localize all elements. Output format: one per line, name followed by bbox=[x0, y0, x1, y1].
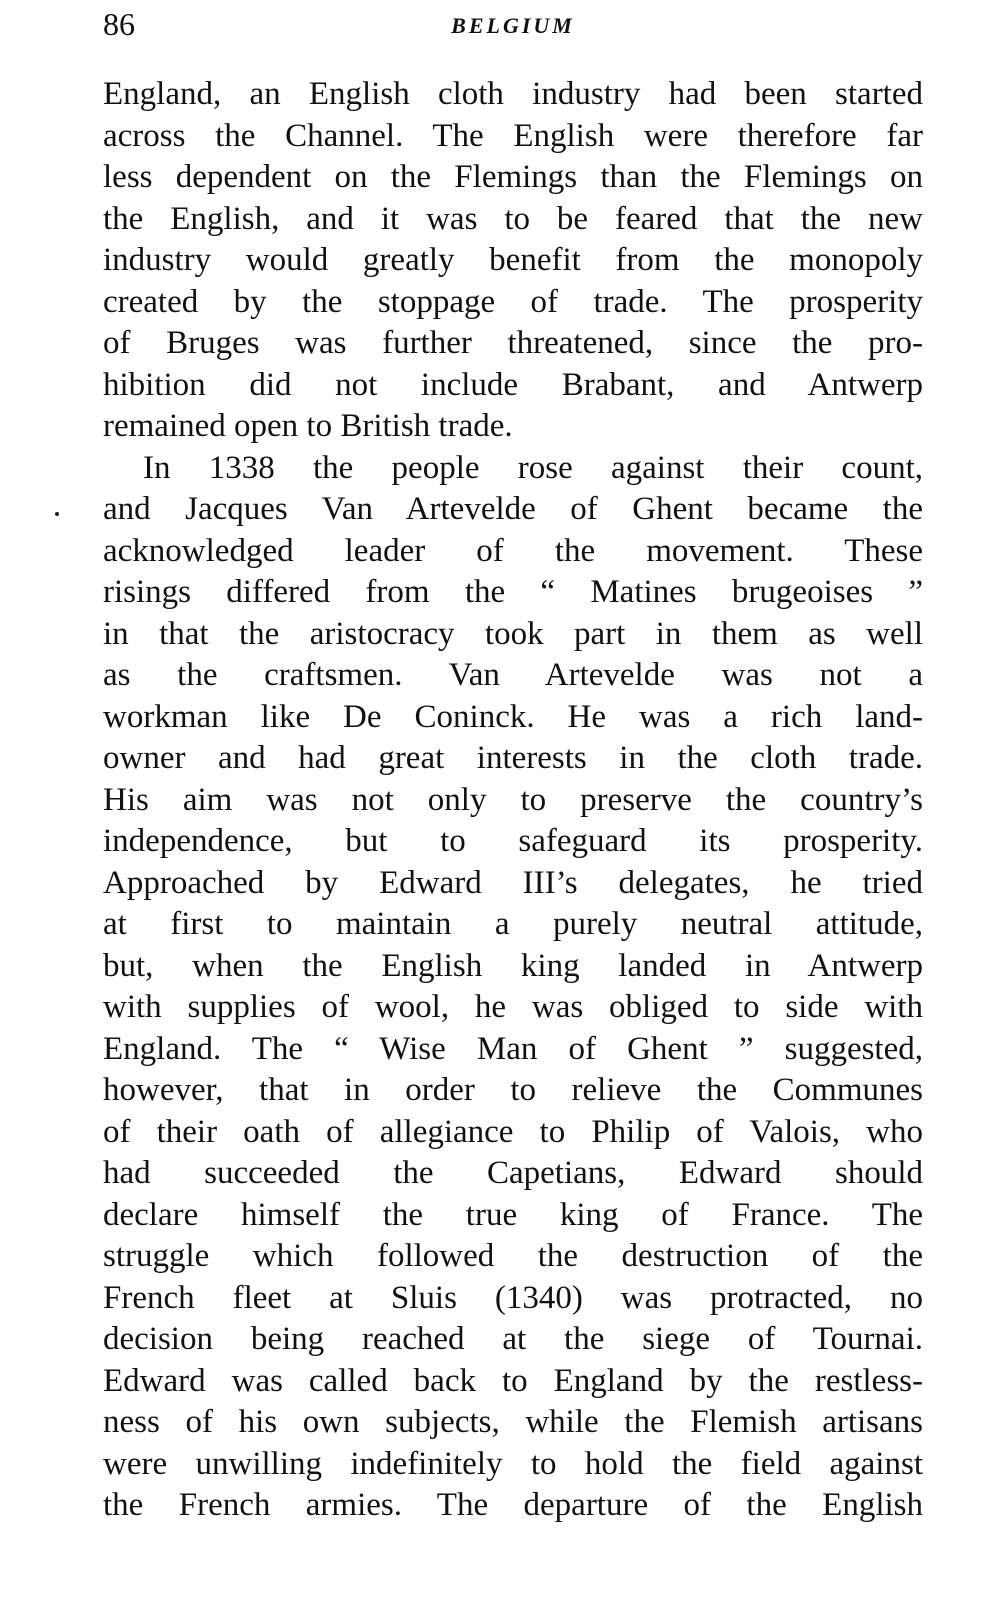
text-line: in that the aristocracy took part in them as well bbox=[103, 615, 923, 652]
text-line: decision being reached at the siege of Tournai. bbox=[103, 1321, 923, 1357]
text-line: independence, but to safeguard its prosperity. bbox=[103, 823, 923, 859]
text-line: remained open to British trade. bbox=[103, 408, 513, 444]
text-line: however, that in order to relieve the Communes bbox=[103, 1072, 923, 1108]
text-line: England. The “ Wise Man of Ghent ” suggested, bbox=[103, 1030, 923, 1067]
text-line: Edward was called back to England by the restless- bbox=[103, 1362, 923, 1399]
text-line: across the Channel. The English were therefore far bbox=[103, 117, 923, 154]
text-line: and Jacques Van Artevelde of Ghent became the bbox=[103, 491, 923, 527]
text-line: less dependent on the Flemings than the Flemings on bbox=[103, 159, 923, 195]
text-line: His aim was not only to preserve the country’s bbox=[103, 781, 923, 818]
text-line: French fleet at Sluis (1340) was protracted, no bbox=[103, 1279, 923, 1316]
text-line: of their oath of allegiance to Philip of Valois, who bbox=[103, 1113, 923, 1150]
text-line: hibition did not include Brabant, and Antwerp bbox=[103, 366, 923, 403]
text-line: risings differed from the “ Matines brugeoises ” bbox=[103, 574, 923, 610]
text-line: of Bruges was further threatened, since the pro- bbox=[103, 325, 923, 361]
text-line: with supplies of wool, he was obliged to side with bbox=[103, 989, 923, 1025]
text-line: ness of his own subjects, while the Flemish artisans bbox=[103, 1404, 923, 1440]
text-line: owner and had great interests in the cloth trade. bbox=[103, 740, 923, 776]
page-header bbox=[103, 4, 923, 44]
text-line: Approached by Edward III’s delegates, he tried bbox=[103, 864, 923, 901]
text-line: the English, and it was to be feared that the new bbox=[103, 200, 923, 237]
running-head: BELGIUM bbox=[451, 13, 575, 38]
text-line: created by the stoppage of trade. The prosperity bbox=[103, 283, 923, 320]
text-line: acknowledged leader of the movement. These bbox=[103, 532, 923, 569]
text-line: had succeeded the Capetians, Edward should bbox=[103, 1155, 923, 1191]
text-line: industry would greatly benefit from the monopoly bbox=[103, 242, 923, 278]
paragraph-2 bbox=[103, 448, 923, 1527]
text-line: were unwilling indefinitely to hold the field against bbox=[103, 1445, 923, 1482]
text-line: workman like De Coninck. He was a rich land- bbox=[103, 698, 923, 735]
text-line: at first to maintain a purely neutral attitude, bbox=[103, 906, 923, 942]
page-number: 86 bbox=[103, 6, 135, 42]
text-line: England, an English cloth industry had been started bbox=[103, 76, 923, 112]
text-line: but, when the English king landed in Antwerp bbox=[103, 947, 923, 984]
text-line: declare himself the true king of France. The bbox=[103, 1196, 923, 1233]
text-line: the French armies. The departure of the English bbox=[103, 1487, 923, 1523]
text-line: struggle which followed the destruction of the bbox=[103, 1238, 923, 1274]
stray-ink-mark bbox=[55, 512, 59, 516]
paragraph-1 bbox=[103, 74, 923, 448]
text-line: as the craftsmen. Van Artevelde was not a bbox=[103, 657, 923, 693]
text-line: In 1338 the people rose against their count, bbox=[143, 449, 923, 486]
body-text bbox=[103, 74, 923, 1527]
